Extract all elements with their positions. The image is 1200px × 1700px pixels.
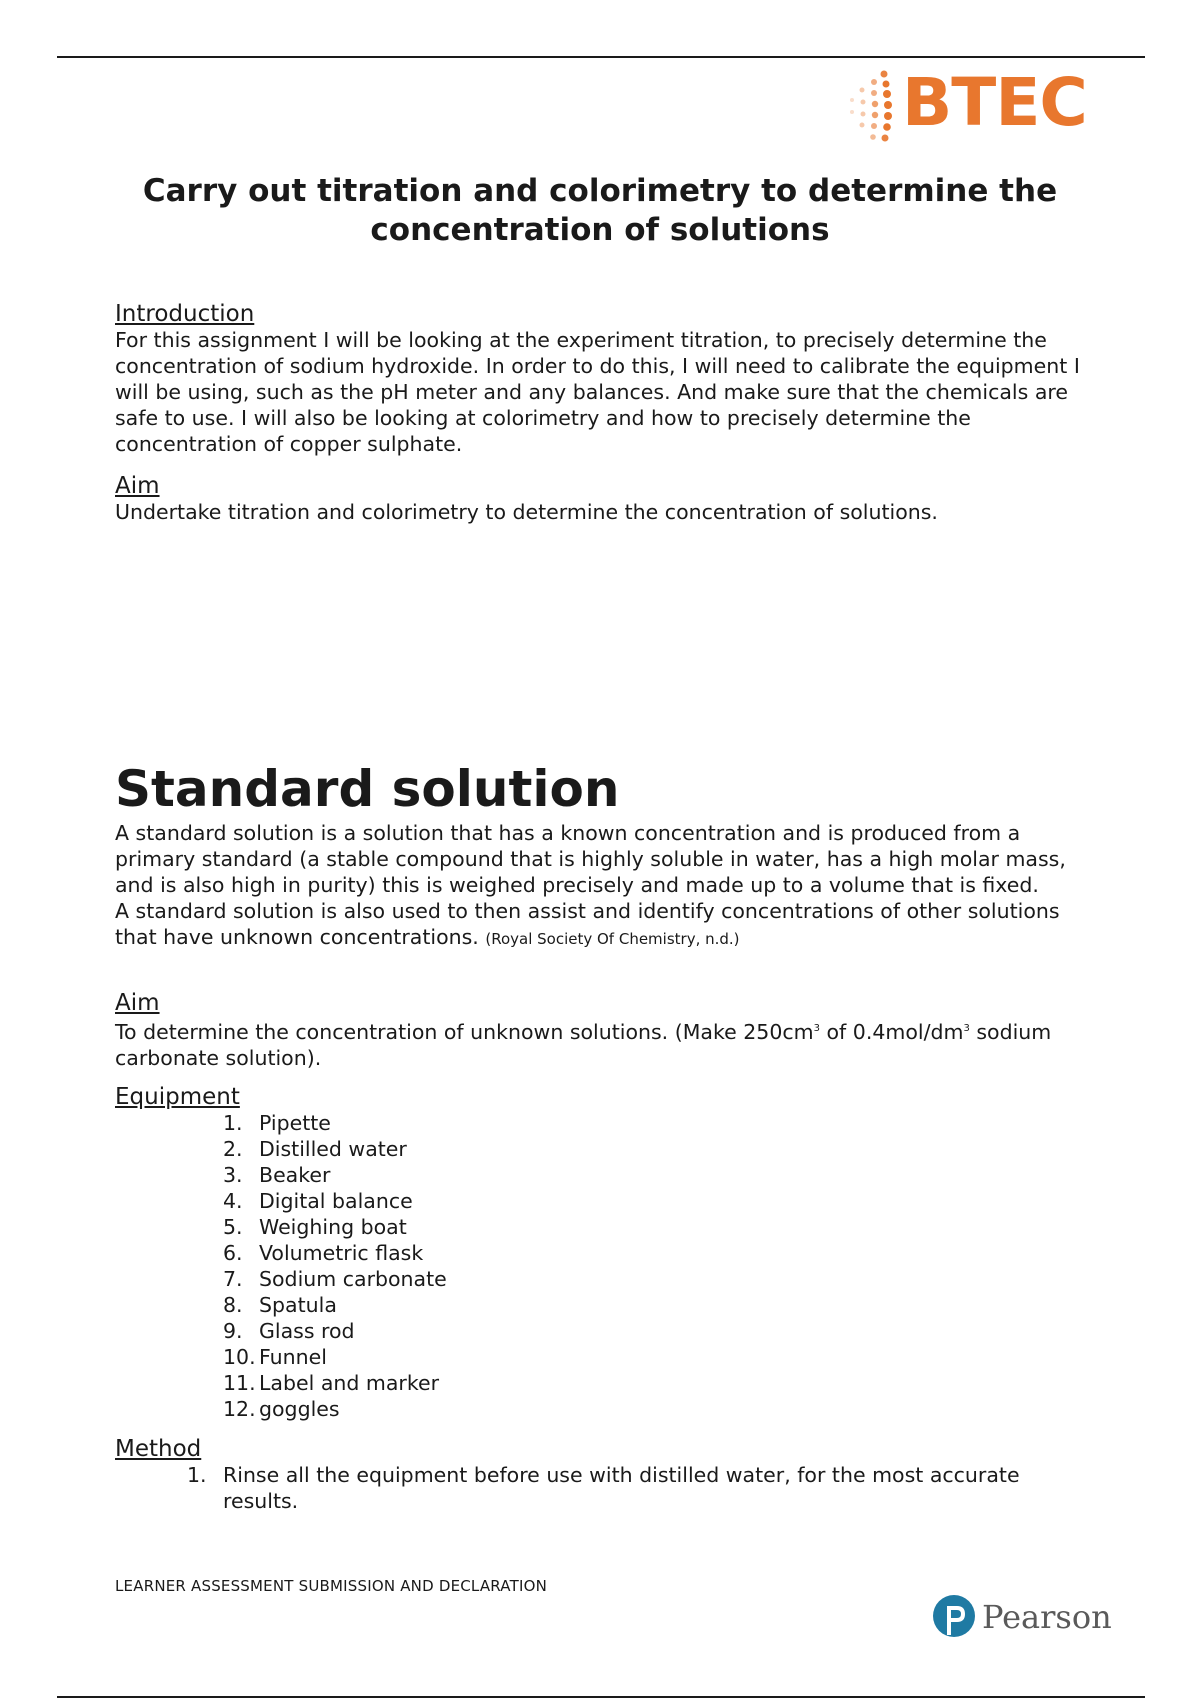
- btec-logo-text: BTEC: [902, 64, 1087, 141]
- standard-solution-para-2-text: A standard solution is also used to then assist and identify concentrations of other solutions that have unknown concentrations.: [115, 899, 1060, 949]
- superscript-3-b: 3: [963, 1023, 970, 1034]
- aim-heading: Aim: [115, 473, 160, 499]
- list-item: [115, 1188, 1100, 1214]
- list-item-label: goggles: [259, 1397, 340, 1421]
- list-item: [115, 1266, 1100, 1292]
- method-heading: Method: [115, 1436, 202, 1462]
- list-item: [115, 1162, 1100, 1188]
- list-number: 5.: [223, 1215, 243, 1239]
- list-number: 4.: [223, 1189, 243, 1213]
- list-item: [115, 1110, 1100, 1136]
- aim-section: [115, 473, 1100, 525]
- standard-solution-heading: Standard solution: [115, 760, 620, 818]
- method-list: [115, 1462, 1100, 1514]
- standard-solution-para-1: A standard solution is a solution that has a known concentration and is produced from a primary standard (a stable compound that is highly soluble in water, has a high molar mass, and is also high in purity) this is weighed precisely and made up to a volume that is fixed.: [115, 821, 1066, 897]
- list-item-label: Label and marker: [259, 1371, 440, 1395]
- method-step-text: Rinse all the equipment before use with distilled water, for the most accurate results.: [223, 1463, 1020, 1513]
- list-number: 7.: [223, 1267, 243, 1291]
- aim-standard-text: [115, 1016, 1100, 1071]
- aim-standard-text-b: of 0.4mol/dm: [819, 1019, 964, 1044]
- list-item-label: Weighing boat: [259, 1215, 407, 1239]
- equipment-section: [115, 1084, 1100, 1422]
- list-item-label: Funnel: [259, 1345, 327, 1369]
- list-number: 9.: [223, 1319, 243, 1343]
- aim-standard-text-c: sodium carbonate solution).: [115, 1019, 1052, 1070]
- list-item: [115, 1240, 1100, 1266]
- list-item-label: Beaker: [259, 1163, 331, 1187]
- standard-solution-para-2: [115, 898, 1100, 952]
- citation: (Royal Society Of Chemistry, n.d.): [485, 930, 740, 948]
- list-item-label: Pipette: [259, 1111, 331, 1135]
- list-item-label: Distilled water: [259, 1137, 407, 1161]
- aim-text: Undertake titration and colorimetry to determine the concentration of solutions.: [115, 500, 938, 524]
- aim-standard-text-a: To determine the concentration of unknown solutions. (Make 250cm: [115, 1019, 814, 1044]
- list-number: 6.: [223, 1241, 243, 1265]
- list-item: [115, 1396, 1100, 1422]
- equipment-list: [115, 1110, 1100, 1422]
- list-item: [115, 1136, 1100, 1162]
- list-item-label: Spatula: [259, 1293, 337, 1317]
- list-item: [115, 1370, 1100, 1396]
- list-item: [115, 1214, 1100, 1240]
- list-number: 1.: [187, 1463, 207, 1487]
- equipment-heading: Equipment: [115, 1084, 240, 1110]
- list-number: 1.: [223, 1111, 243, 1135]
- top-rule: [57, 56, 1145, 58]
- list-number: 11.: [223, 1371, 256, 1395]
- btec-logo: [842, 64, 1090, 150]
- list-number: 10.: [223, 1345, 256, 1369]
- list-number: 2.: [223, 1137, 243, 1161]
- aim-standard-heading: Aim: [115, 990, 160, 1016]
- list-item: [115, 1318, 1100, 1344]
- footer-text: LEARNER ASSESSMENT SUBMISSION AND DECLARATION: [115, 1577, 548, 1595]
- introduction-heading: Introduction: [115, 301, 255, 327]
- list-item-label: Sodium carbonate: [259, 1267, 447, 1291]
- introduction-section: [115, 301, 1100, 457]
- page-title: Carry out titration and colorimetry to determine the concentration of solutions: [142, 173, 1058, 248]
- pearson-logo-text: Pearson: [982, 1598, 1112, 1636]
- pearson-p-icon: [932, 1594, 976, 1642]
- list-item-label: Volumetric flask: [259, 1241, 424, 1265]
- list-item-label: Digital balance: [259, 1189, 413, 1213]
- list-item: [115, 1462, 1100, 1514]
- list-item: [115, 1292, 1100, 1318]
- aim-standard-section: [115, 990, 1100, 1071]
- standard-solution-section: [115, 820, 1100, 952]
- list-item-label: Glass rod: [259, 1319, 355, 1343]
- introduction-text: For this assignment I will be looking at the experiment titration, to precisely determine the concentration of sodium hydroxide. In order to do this, I will need to calibrate the equipment I will be using, such as the pH meter and any balances. And make sure that the chemicals are safe to use. I will also be looking at colorimetry and how to precisely determine the concentration of copper sulphate.: [115, 328, 1080, 456]
- superscript-3-a: 3: [813, 1023, 820, 1034]
- method-section: [115, 1436, 1100, 1514]
- list-item: [115, 1344, 1100, 1370]
- list-number: 12.: [223, 1397, 256, 1421]
- bottom-rule: [57, 1696, 1145, 1698]
- list-number: 3.: [223, 1163, 243, 1187]
- list-number: 8.: [223, 1293, 243, 1317]
